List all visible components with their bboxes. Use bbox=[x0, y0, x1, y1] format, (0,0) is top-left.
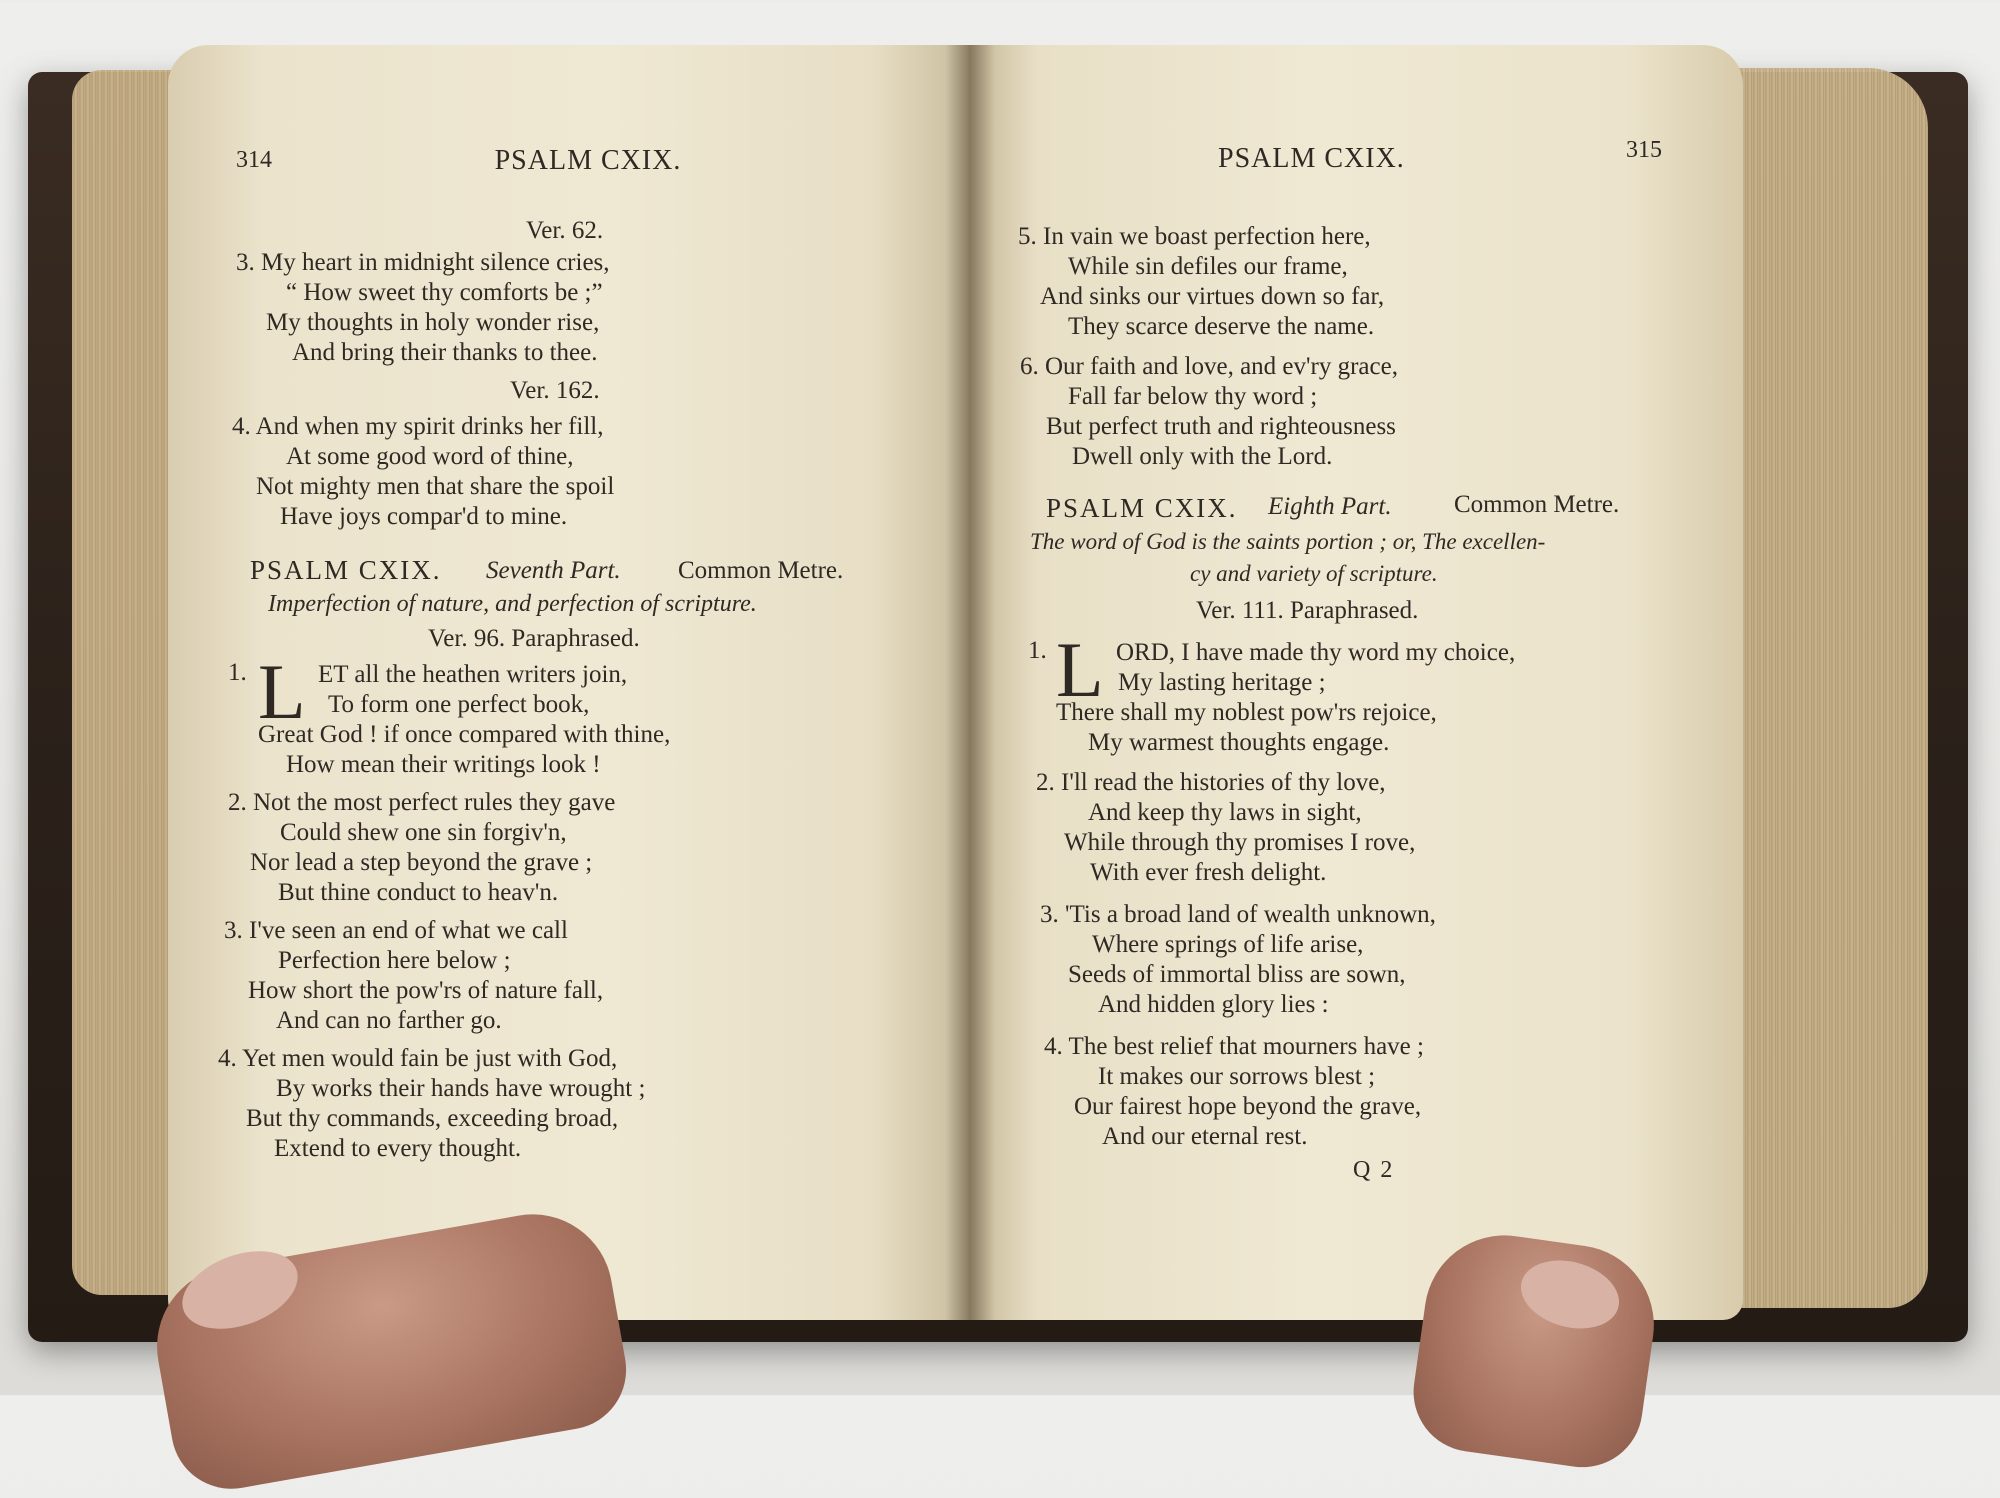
stanza-line: Nor lead a step beyond the grave ; bbox=[250, 849, 593, 876]
stanza-line: Not mighty men that share the spoil bbox=[256, 473, 615, 500]
stanza-line: 4. Yet men would fain be just with God, bbox=[218, 1045, 618, 1072]
verse-reference: Ver. 62. bbox=[526, 217, 604, 244]
part-subtitle: Imperfection of nature, and perfection of scripture. bbox=[268, 591, 757, 617]
stanza-line: And can no farther go. bbox=[276, 1007, 502, 1034]
stanza-line: My warmest thoughts engage. bbox=[1088, 729, 1390, 756]
stanza-line: And bring their thanks to thee. bbox=[292, 339, 598, 366]
stanza-line: But perfect truth and righteousness bbox=[1046, 413, 1396, 440]
signature-mark: Q 2 bbox=[1353, 1157, 1395, 1183]
part-subtitle: cy and variety of scripture. bbox=[1190, 561, 1438, 586]
stanza-number: 1. bbox=[228, 659, 247, 686]
stanza-line: With ever fresh delight. bbox=[1090, 859, 1327, 886]
page-number: 315 bbox=[1626, 137, 1662, 163]
stanza-line: Where springs of life arise, bbox=[1092, 931, 1364, 958]
verse-reference: Ver. 96. Paraphrased. bbox=[428, 625, 640, 652]
running-header: PSALM CXIX. bbox=[494, 145, 682, 176]
right-page bbox=[968, 45, 1743, 1320]
page-edges-right bbox=[1728, 68, 1928, 1308]
stanza-line: Could shew one sin forgiv'n, bbox=[280, 819, 567, 846]
stanza-line: Seeds of immortal bliss are sown, bbox=[1068, 961, 1406, 988]
stanza-line: While through thy promises I rove, bbox=[1064, 829, 1416, 856]
stanza-line: And sinks our virtues down so far, bbox=[1040, 283, 1385, 310]
part-heading-metre: Common Metre. bbox=[1454, 491, 1620, 518]
stanza-line: My lasting heritage ; bbox=[1118, 669, 1326, 696]
stanza-line: And hidden glory lies : bbox=[1098, 991, 1329, 1018]
stanza-line: 4. And when my spirit drinks her fill, bbox=[232, 413, 604, 440]
stanza-line: Extend to every thought. bbox=[274, 1135, 522, 1162]
book-gutter bbox=[945, 45, 995, 1320]
stanza-line: Dwell only with the Lord. bbox=[1072, 443, 1333, 470]
stanza-line: Have joys compar'd to mine. bbox=[280, 503, 568, 530]
stanza-line: Our fairest hope beyond the grave, bbox=[1074, 1093, 1422, 1120]
stanza-line: 4. The best relief that mourners have ; bbox=[1044, 1033, 1424, 1060]
stanza-line: While sin defiles our frame, bbox=[1068, 253, 1348, 280]
stanza-line: But thy commands, exceeding broad, bbox=[246, 1105, 619, 1132]
page-number: 314 bbox=[236, 147, 272, 173]
part-heading-part: Eighth Part. bbox=[1268, 493, 1392, 520]
stanza-line: It makes our sorrows blest ; bbox=[1098, 1063, 1376, 1090]
part-subtitle: The word of God is the saints portion ; or, The excellen- bbox=[1030, 529, 1546, 554]
verse-reference: Ver. 162. bbox=[510, 377, 600, 404]
stanza-line: Great God ! if once compared with thine, bbox=[258, 721, 671, 748]
drop-cap: L bbox=[258, 648, 306, 735]
stanza-line: Perfection here below ; bbox=[278, 947, 511, 974]
stanza-line: 3. I've seen an end of what we call bbox=[224, 917, 568, 944]
stanza-line: At some good word of thine, bbox=[286, 443, 574, 470]
stanza-line: “ How sweet thy comforts be ;” bbox=[286, 279, 603, 306]
stanza-line: There shall my noblest pow'rs rejoice, bbox=[1056, 699, 1437, 726]
stanza-line: 5. In vain we boast perfection here, bbox=[1018, 223, 1371, 250]
stanza-line: To form one perfect book, bbox=[328, 691, 590, 718]
stanza-line: 3. My heart in midnight silence cries, bbox=[236, 249, 610, 276]
stanza-line: How mean their writings look ! bbox=[286, 751, 601, 778]
stanza-line: 2. I'll read the histories of thy love, bbox=[1036, 769, 1386, 796]
part-heading-part: Seventh Part. bbox=[486, 557, 621, 584]
stanza-line: How short the pow'rs of nature fall, bbox=[248, 977, 604, 1004]
stanza-line: ORD, I have made thy word my choice, bbox=[1116, 639, 1516, 666]
stanza-line: And keep thy laws in sight, bbox=[1088, 799, 1362, 826]
stanza-line: By works their hands have wrought ; bbox=[276, 1075, 646, 1102]
part-heading-psalm: PSALM CXIX. bbox=[1046, 493, 1238, 523]
stanza-number: 1. bbox=[1028, 637, 1047, 664]
stanza-line: 3. 'Tis a broad land of wealth unknown, bbox=[1040, 901, 1436, 928]
stanza-line: ET all the heathen writers join, bbox=[318, 661, 628, 688]
verse-reference: Ver. 111. Paraphrased. bbox=[1196, 597, 1419, 624]
part-heading-psalm: PSALM CXIX. bbox=[250, 555, 442, 585]
left-page bbox=[168, 45, 968, 1320]
stanza-line: My thoughts in holy wonder rise, bbox=[266, 309, 600, 336]
part-heading-metre: Common Metre. bbox=[678, 557, 844, 584]
stanza-line: They scarce deserve the name. bbox=[1068, 313, 1375, 340]
stanza-line: And our eternal rest. bbox=[1102, 1123, 1308, 1150]
stanza-line: 6. Our faith and love, and ev'ry grace, bbox=[1020, 353, 1398, 380]
stanza-line: But thine conduct to heav'n. bbox=[278, 879, 559, 906]
stanza-line: Fall far below thy word ; bbox=[1068, 383, 1318, 410]
stanza-line: 2. Not the most perfect rules they gave bbox=[228, 789, 616, 816]
page-edges-left bbox=[72, 70, 182, 1295]
running-header: PSALM CXIX. bbox=[1218, 143, 1405, 174]
drop-cap: L bbox=[1056, 626, 1104, 713]
